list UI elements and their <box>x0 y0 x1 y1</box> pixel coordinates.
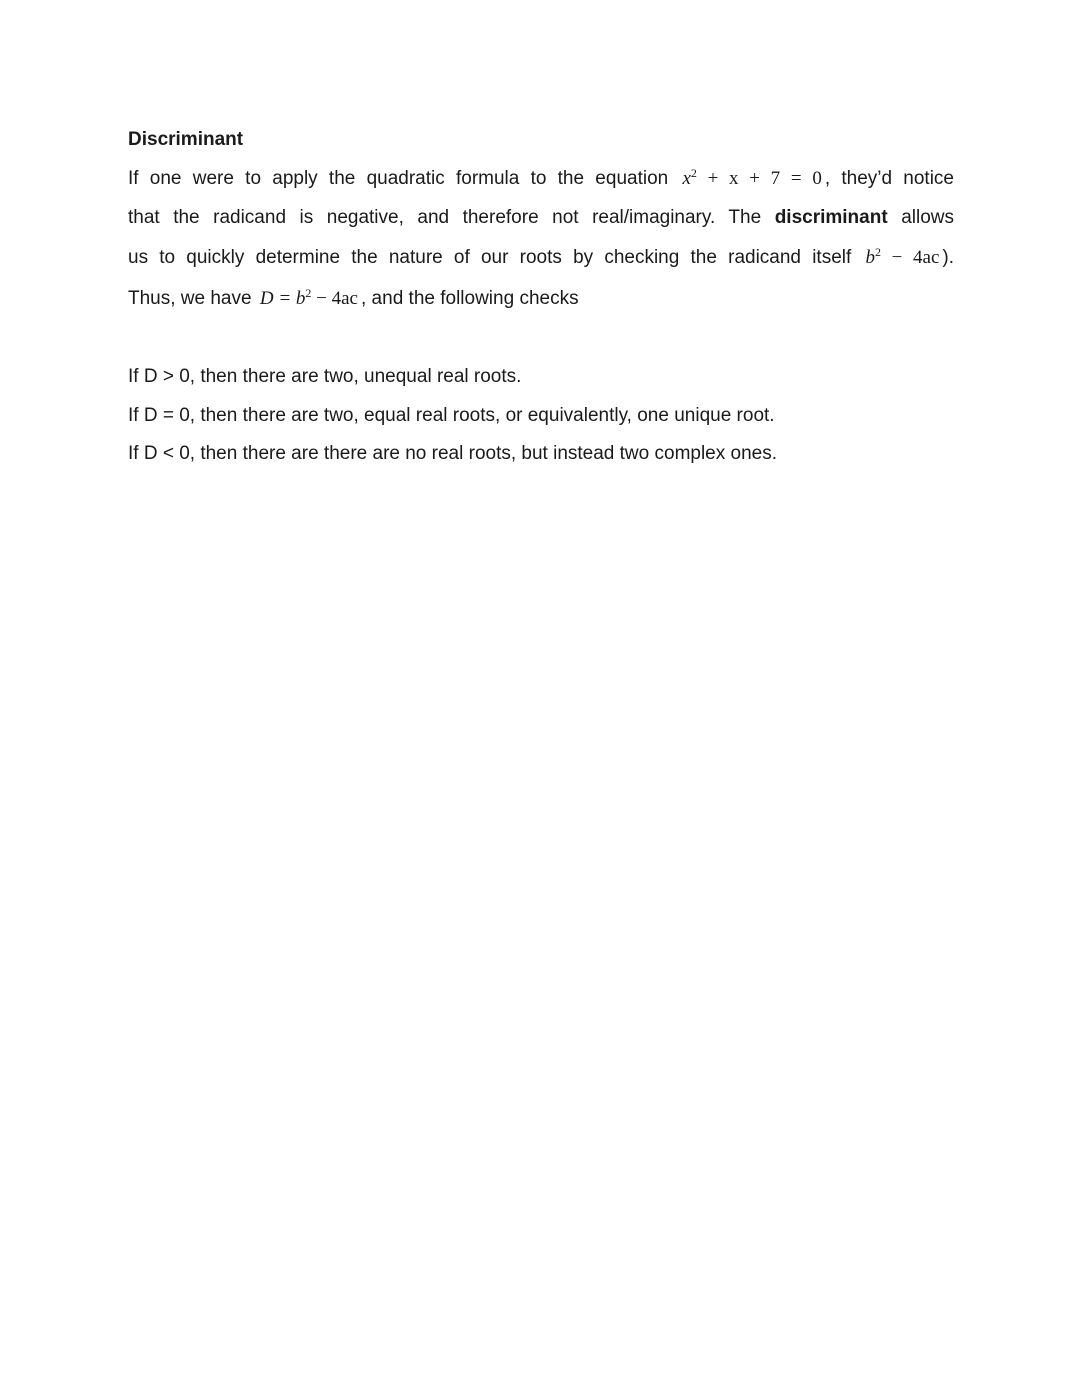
equation-radicand: $b^2 - 4ac$ <box>865 245 940 268</box>
paragraph-text: allows <box>901 207 954 228</box>
paragraph-text: ). <box>942 247 954 268</box>
paragraph-text: Thus, we have <box>128 288 252 309</box>
equation-quadratic: $x^2 + x + 7 = 0$ <box>682 166 822 189</box>
section-heading: Discriminant <box>128 129 244 150</box>
paragraph-line-4 <box>128 287 579 311</box>
paragraph-line-3 <box>128 246 954 270</box>
check-item-positive: If D > 0, then there are two, unequal real roots. <box>128 366 522 387</box>
paragraph-text: If one were to apply the quadratic formula to the equation <box>128 168 669 189</box>
check-item-negative: If D < 0, then there are there are no real roots, but instead two complex ones. <box>128 443 778 464</box>
paragraph-text: , they’d notice <box>824 168 954 189</box>
equation-discriminant: $D = b^2 - 4ac$ <box>259 286 358 309</box>
paragraph-text: us to quickly determine the nature of our roots by checking the radicand itself <box>128 247 852 268</box>
check-item-zero: If D = 0, then there are two, equal real roots, or equivalently, one unique root. <box>128 405 775 426</box>
bold-term-discriminant: discriminant <box>774 207 888 228</box>
paragraph-text: that the radicand is negative, and therefore not real/imaginary. The <box>128 207 762 228</box>
paragraph-line-1 <box>128 167 954 191</box>
paragraph-text: , and the following checks <box>361 288 579 309</box>
paragraph-line-2 <box>128 206 954 230</box>
